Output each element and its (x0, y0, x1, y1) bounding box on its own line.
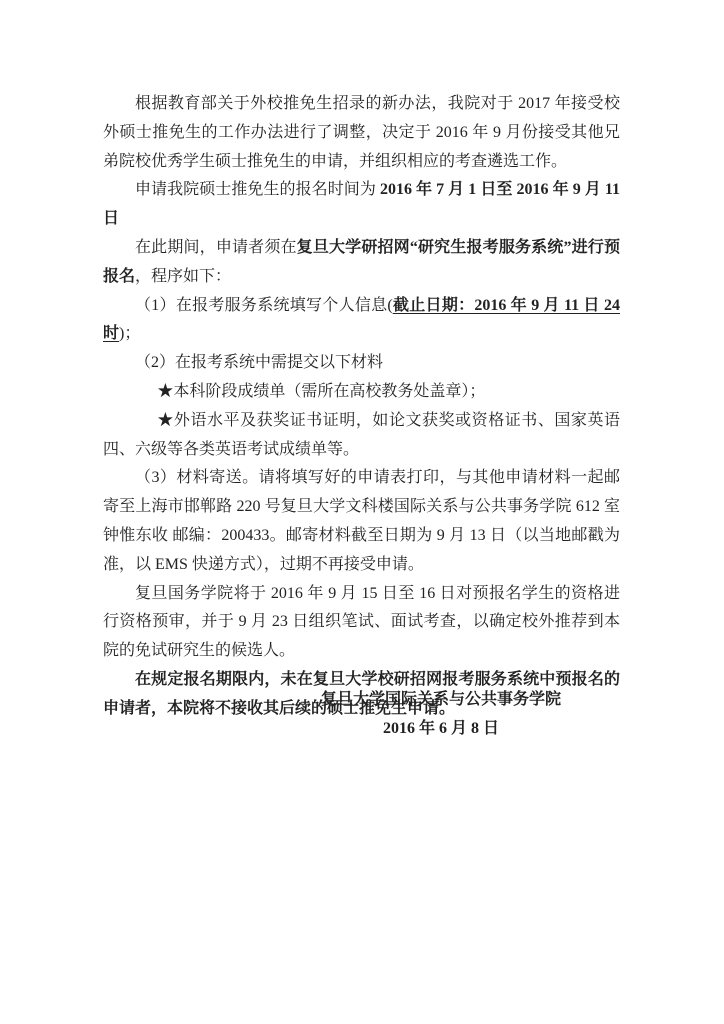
application-period-paragraph (103, 176, 620, 234)
signature-date: 2016 年 6 月 8 日 (382, 720, 499, 737)
language-cert-item (103, 407, 620, 465)
text-run: 在规定报名期限内，未在复旦大学校研招网报考服务系统中预报名的申请者，本院将不接收其后续的硕士推免生申请。 (103, 670, 620, 717)
transcript-item (103, 378, 620, 407)
text-run: ，程序如下： (135, 267, 232, 285)
text-run: ★本科阶段成绩单（需所在高校教务处盖章）； (157, 382, 486, 400)
text-run: 根据教育部关于外校推免生招录的新办法，我院对于 2017 年接受校外硕士推免生的工作办法进行了调整，决定于 2016 年 9 月份接受其他兄弟院校优秀学生硕士推免生的申请，并组织相应的考查遴选工作。 (103, 95, 620, 170)
step2-paragraph (103, 349, 620, 378)
text-run: 复旦大学研招网“研究生报考服务系统”进行预报名 (103, 238, 620, 285)
signature-block (320, 685, 562, 743)
text-run: 截止日期：2016 年 9 月 11 日 24 时 (103, 296, 620, 343)
mailing-paragraph (103, 464, 620, 579)
text-run: 2016 年 7 月 1 日至 2016 年 9 月 11 日 (103, 181, 620, 228)
review-schedule-paragraph (103, 580, 620, 666)
document-body (103, 90, 620, 724)
intro-paragraph (103, 90, 620, 176)
text-run: （3）材料寄送。请将填写好的申请表打印，与其他申请材料一起邮寄至上海市邯郸路 220 号复旦大学文科楼国际关系与公共事务学院 612 室 钟惟东收 邮编：200433。邮寄材料截至日期为 9 月 13 日（以当地邮戳为准，以 EMS 快递方式），过期不再接受申请。 (103, 469, 620, 573)
text-run: 在此期间，申请者须在 (135, 238, 297, 256)
text-run: )； (119, 325, 141, 343)
prereg-system-paragraph (103, 234, 620, 292)
text-run: （1）在报考服务系统填写个人信息( (135, 296, 393, 314)
text-run: 申请我院硕士推免生的报名时间为 (135, 181, 380, 199)
text-run: ★外语水平及获奖证书证明，如论文获奖或资格证书、国家英语四、六级等各类英语考试成绩单等。 (103, 411, 620, 458)
text-run: （2）在报考系统中需提交以下材料 (135, 354, 384, 372)
signature-org: 复旦大学国际关系与公共事务学院 (320, 691, 561, 708)
step1-paragraph (103, 292, 620, 350)
text-run: 复旦国务学院将于 2016 年 9 月 15 日至 16 日对预报名学生的资格进行资格预审，并于 9 月 23 日组织笔试、面试考查，以确定校外推荐到本院的免试研究生的候选人。 (103, 584, 620, 660)
